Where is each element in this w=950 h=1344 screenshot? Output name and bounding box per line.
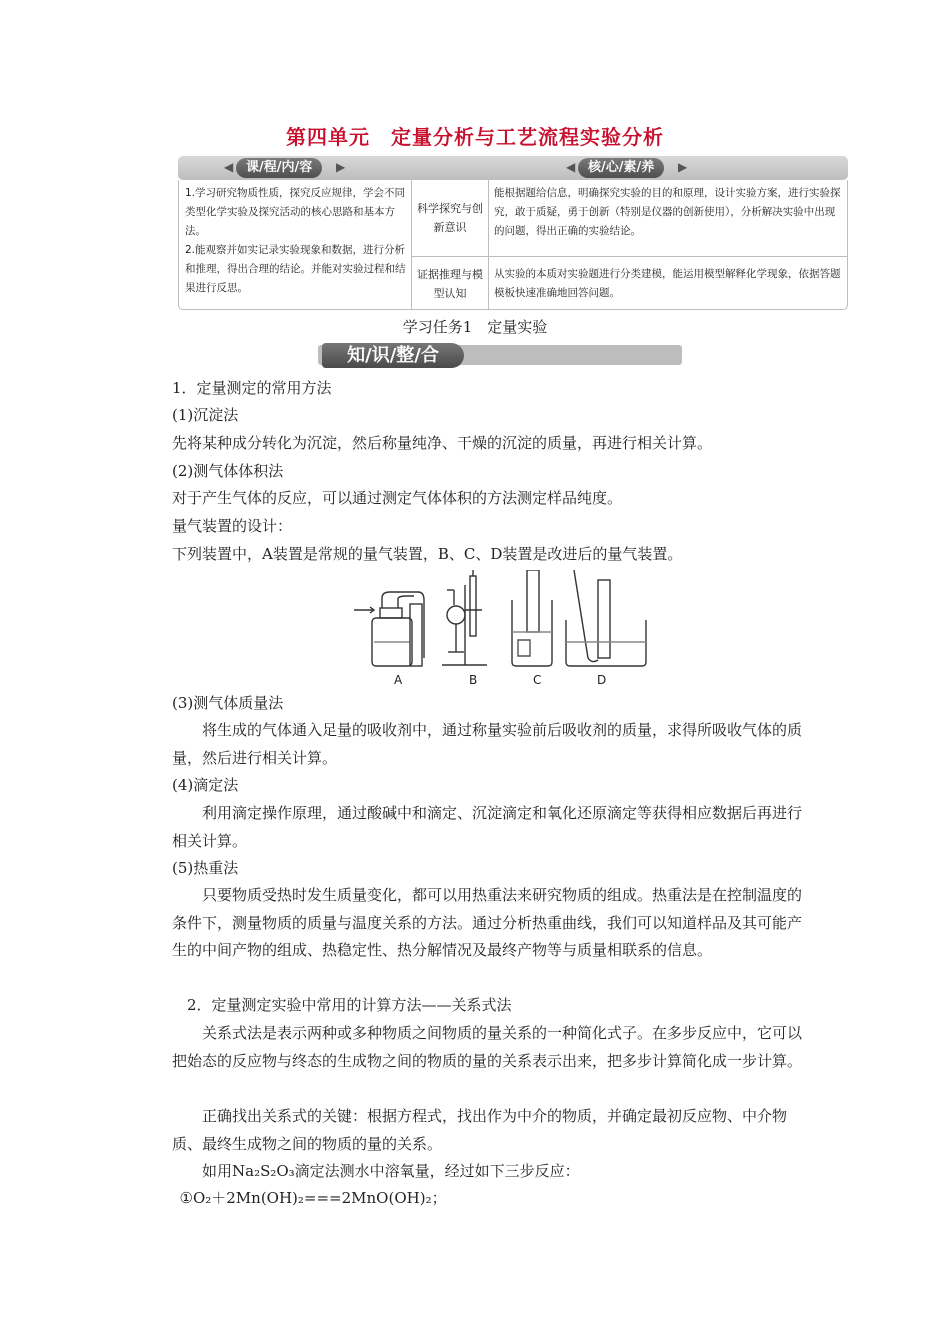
gas-measuring-apparatus-figure bbox=[352, 570, 652, 695]
arrow-left-icon: ◀ bbox=[566, 160, 576, 174]
figure-label: B bbox=[469, 673, 478, 687]
heading: 2．定量测定实验中常用的计算方法——关系式法 bbox=[187, 996, 512, 1014]
course-item: 2.能观察并如实记录实验现象和数据，进行分析和推理，得出合理的结论。并能对实验过程和结果进行反思。 bbox=[185, 244, 406, 294]
paragraph: 先将某种成分转化为沉淀，然后称量纯净、干燥的沉淀的质量，再进行相关计算。 bbox=[172, 434, 713, 452]
figure-label: A bbox=[394, 673, 403, 687]
paragraph: 正确找出关系式的关键：根据方程式，找出作为中介的物质，并确定最初反应物、中介物质、最终生成物之间的物质的量的关系。 bbox=[172, 1107, 788, 1153]
heading: 1．定量测定的常用方法 bbox=[172, 379, 332, 397]
paragraph: 利用滴定操作原理，通过酸碱中和滴定、沉淀滴定和氧化还原滴定等获得相应数据后再进行相关计算。 bbox=[172, 804, 803, 850]
subheading: (4)滴定法 bbox=[172, 776, 239, 794]
core-literacy-tag: 核/心/素/养 bbox=[578, 158, 664, 178]
divider bbox=[488, 180, 489, 309]
subheading: (5)热重法 bbox=[172, 859, 239, 877]
header-table bbox=[178, 180, 848, 310]
header-banner bbox=[178, 156, 848, 180]
divider bbox=[411, 256, 847, 257]
paragraph: 如用Na₂S₂O₃滴定法测水中溶氧量，经过如下三步反应： bbox=[202, 1162, 580, 1180]
subheading: (2)测气体体积法 bbox=[172, 462, 284, 480]
literacy-label: 科学探究与创新意识 bbox=[417, 202, 483, 234]
figure-label: C bbox=[533, 673, 542, 687]
literacy-desc: 能根据题给信息，明确探究实验的目的和原理，设计实验方案，进行实验探究，敢于质疑，勇于创新（特别是仪器的创新使用），分析解决实验中出现的问题，得出正确的实验结论。 bbox=[494, 187, 841, 237]
knowledge-tag: 知/识/整/合 bbox=[322, 343, 464, 368]
subheading: (1)沉淀法 bbox=[172, 406, 239, 424]
arrow-left-icon: ◀ bbox=[224, 160, 234, 174]
arrow-right-icon: ▶ bbox=[678, 160, 688, 174]
course-items bbox=[185, 184, 407, 298]
apparatus-drawing bbox=[352, 570, 652, 670]
paragraph: 对于产生气体的反应，可以通过测定气体体积的方法测定样品纯度。 bbox=[172, 489, 623, 507]
subheading: (3)测气体质量法 bbox=[172, 694, 284, 712]
literacy-desc: 从实验的本质对实验题进行分类建模，能运用模型解释化学现象，依据答题模板快速准确地回答问题。 bbox=[494, 268, 841, 299]
paragraph: 只要物质受热时发生质量变化，都可以用热重法来研究物质的组成。热重法是在控制温度的条件下，测量物质的质量与温度关系的方法。通过分析热重曲线，我们可以知道样品及其可能产生的中间产物的组成、热稳定性、热分解情况及最终产物等与质量相联系的信息。 bbox=[172, 886, 803, 959]
divider bbox=[411, 180, 412, 309]
figure-label: D bbox=[597, 673, 607, 687]
page-title: 第四单元 定量分析与工艺流程实验分析 bbox=[286, 125, 664, 149]
paragraph: 量气装置的设计： bbox=[172, 517, 293, 535]
arrow-right-icon: ▶ bbox=[336, 160, 346, 174]
course-content-tag: 课/程/内/容 bbox=[236, 158, 322, 178]
course-item: 1.学习研究物质性质，探究反应规律，学会不同类型化学实验及探究活动的核心思路和基本方法。 bbox=[185, 187, 406, 237]
equation: ①O₂＋2Mn(OH)₂===2MnO(OH)₂； bbox=[179, 1189, 447, 1207]
paragraph: 下列装置中，A装置是常规的量气装置，B、C、D装置是改进后的量气装置。 bbox=[172, 545, 683, 563]
task-title: 学习任务1 定量实验 bbox=[402, 318, 548, 336]
paragraph: 将生成的气体通入足量的吸收剂中，通过称量实验前后吸收剂的质量，求得所吸收气体的质量，然后进行相关计算。 bbox=[172, 721, 803, 767]
paragraph: 关系式法是表示两种或多种物质之间物质的量关系的一种简化式子。在多步反应中，它可以把始态的反应物与终态的生成物之间的物质的量的关系表示出来，把多步计算简化成一步计算。 bbox=[172, 1024, 803, 1070]
literacy-label: 证据推理与模型认知 bbox=[417, 268, 483, 300]
